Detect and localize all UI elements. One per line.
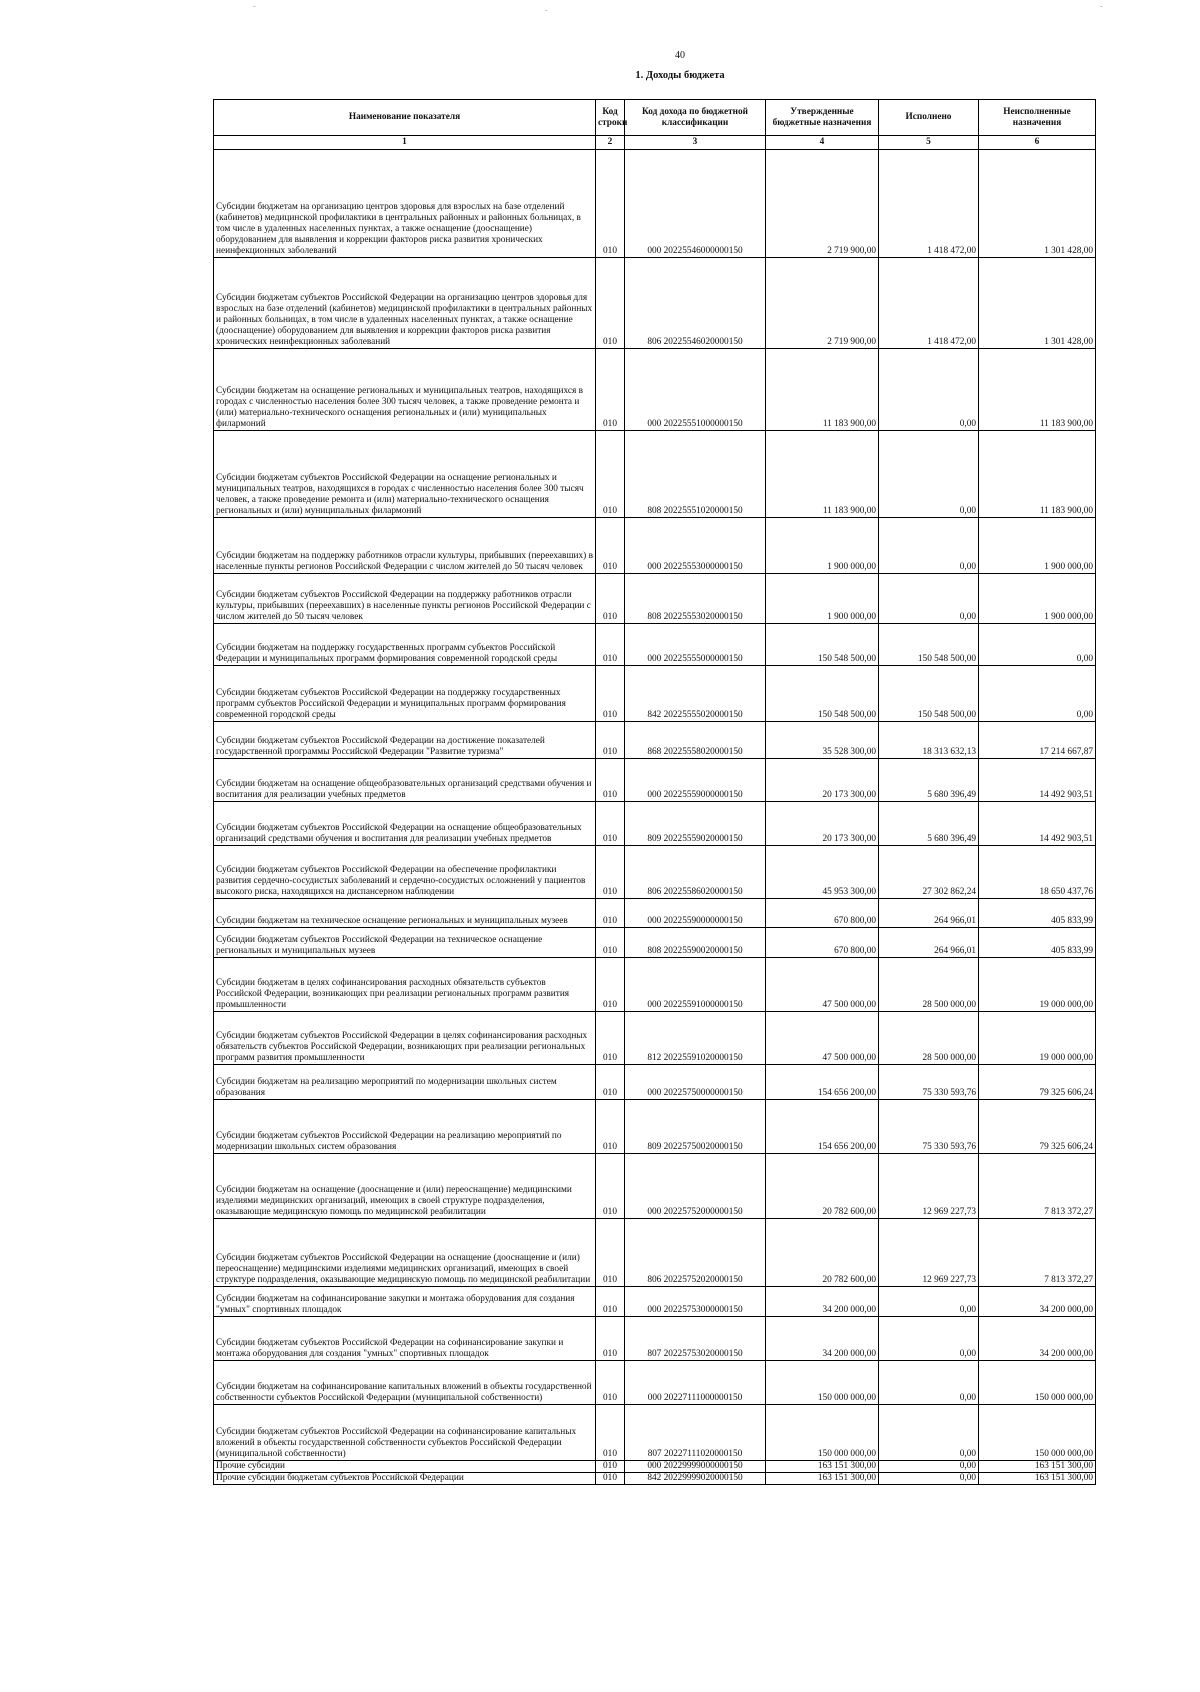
table-row [214, 1473, 1096, 1485]
scan-speck: ˉ [545, 8, 548, 17]
row-approved-cell: 1 900 000,00 [766, 518, 879, 574]
row-name-cell: Субсидии бюджетам на оснащение региональных и муниципальных театров, находящихся в городах с численностью населения более 300 тысяч человек, а также проведение ремонта и (или) материально-технического оснащения региональных и (или) муниципальных филармоний [214, 349, 596, 431]
table-row [214, 1405, 1096, 1461]
row-line-code-cell: 010 [596, 1317, 625, 1361]
row-name-cell: Субсидии бюджетам субъектов Российской Федерации в целях софинансирования расходных обязательств субъектов Российской Федерации, возникающих при реализации региональных программ развития промышленности [214, 1012, 596, 1065]
row-executed-cell: 150 548 500,00 [879, 666, 979, 722]
row-line-code-cell: 010 [596, 1473, 625, 1485]
row-approved-cell: 150 000 000,00 [766, 1405, 879, 1461]
table-row [214, 1065, 1096, 1100]
row-executed-cell: 5 680 396,49 [879, 802, 979, 846]
column-number: 3 [625, 136, 766, 150]
row-income-code-cell: 000 20227111000000150 [625, 1361, 766, 1405]
row-unexecuted-cell: 7 813 372,27 [979, 1219, 1096, 1287]
row-executed-cell: 12 969 227,73 [879, 1154, 979, 1219]
row-unexecuted-cell: 1 301 428,00 [979, 150, 1096, 258]
column-number: 4 [766, 136, 879, 150]
row-income-code-cell: 000 20225559000000150 [625, 759, 766, 802]
table-row [214, 624, 1096, 666]
row-income-code-cell: 807 20225753020000150 [625, 1317, 766, 1361]
row-name-cell: Прочие субсидии бюджетам субъектов Российской Федерации [214, 1473, 596, 1485]
row-name-cell: Субсидии бюджетам на организацию центров здоровья для взрослых на базе отделений (кабинетов) медицинской профилактики в центральных районных и районных больницах, в том числе в удаленных населенных пунктах, а также оснащение (дооснащение) оборудованием для выявления и коррекции факторов риска развития хронических неинфекционных заболеваний [214, 150, 596, 258]
row-income-code-cell: 806 20225752020000150 [625, 1219, 766, 1287]
row-line-code-cell: 010 [596, 802, 625, 846]
row-name-cell: Субсидии бюджетам субъектов Российской Федерации на техническое оснащение региональных и муниципальных музеев [214, 928, 596, 958]
column-number: 6 [979, 136, 1096, 150]
row-name-cell: Прочие субсидии [214, 1461, 596, 1473]
section-title: 1. Доходы бюджета [635, 70, 725, 81]
row-unexecuted-cell: 7 813 372,27 [979, 1154, 1096, 1219]
row-executed-cell: 264 966,01 [879, 928, 979, 958]
row-income-code-cell: 000 20229999000000150 [625, 1461, 766, 1473]
row-line-code-cell: 010 [596, 349, 625, 431]
row-line-code-cell: 010 [596, 666, 625, 722]
row-name-cell: Субсидии бюджетам на софинансирование капитальных вложений в объекты государственной собственности субъектов Российской Федерации (муниципальной собственности) [214, 1361, 596, 1405]
row-executed-cell: 5 680 396,49 [879, 759, 979, 802]
row-approved-cell: 150 000 000,00 [766, 1361, 879, 1405]
row-approved-cell: 20 782 600,00 [766, 1219, 879, 1287]
row-executed-cell: 0,00 [879, 1473, 979, 1485]
row-approved-cell: 670 800,00 [766, 928, 879, 958]
column-number: 5 [879, 136, 979, 150]
row-income-code-cell: 808 20225553020000150 [625, 574, 766, 624]
row-unexecuted-cell: 11 183 900,00 [979, 431, 1096, 518]
row-executed-cell: 28 500 000,00 [879, 1012, 979, 1065]
row-income-code-cell: 000 20225591000000150 [625, 958, 766, 1012]
row-line-code-cell: 010 [596, 1361, 625, 1405]
row-income-code-cell: 812 20225591020000150 [625, 1012, 766, 1065]
row-executed-cell: 0,00 [879, 431, 979, 518]
row-approved-cell: 34 200 000,00 [766, 1317, 879, 1361]
row-executed-cell: 0,00 [879, 1287, 979, 1317]
row-line-code-cell: 010 [596, 1154, 625, 1219]
table-row [214, 1287, 1096, 1317]
row-approved-cell: 150 548 500,00 [766, 666, 879, 722]
row-name-cell: Субсидии бюджетам на поддержку работников отрасли культуры, прибывших (переехавших) в населенные пункты регионов Российской Федерации с числом жителей до 50 тысяч человек [214, 518, 596, 574]
table-row [214, 349, 1096, 431]
row-income-code-cell: 809 20225559020000150 [625, 802, 766, 846]
row-executed-cell: 0,00 [879, 1361, 979, 1405]
row-approved-cell: 47 500 000,00 [766, 1012, 879, 1065]
row-income-code-cell: 809 20225750020000150 [625, 1100, 766, 1154]
header-name: Наименование показателя [214, 100, 596, 136]
table-row [214, 958, 1096, 1012]
row-approved-cell: 150 548 500,00 [766, 624, 879, 666]
row-line-code-cell: 010 [596, 624, 625, 666]
row-unexecuted-cell: 79 325 606,24 [979, 1100, 1096, 1154]
row-income-code-cell: 808 20225551020000150 [625, 431, 766, 518]
row-line-code-cell: 010 [596, 258, 625, 349]
row-unexecuted-cell: 1 900 000,00 [979, 574, 1096, 624]
row-executed-cell: 27 302 862,24 [879, 846, 979, 899]
header-row [214, 100, 1096, 136]
row-line-code-cell: 010 [596, 1065, 625, 1100]
row-income-code-cell: 000 20225590000000150 [625, 899, 766, 928]
row-unexecuted-cell: 150 000 000,00 [979, 1361, 1096, 1405]
header-line-code: Код строки [596, 100, 625, 136]
header-unexecuted: Неисполненные назначения [979, 100, 1096, 136]
row-line-code-cell: 010 [596, 1100, 625, 1154]
row-name-cell: Субсидии бюджетам на софинансирование закупки и монтажа оборудования для создания "умных" спортивных площадок [214, 1287, 596, 1317]
header-executed: Исполнено [879, 100, 979, 136]
row-approved-cell: 154 656 200,00 [766, 1065, 879, 1100]
row-name-cell: Субсидии бюджетам субъектов Российской Федерации на поддержку работников отрасли культуры, прибывших (переехавших) в населенные пункты регионов Российской Федерации с числом жителей до 50 тысяч человек [214, 574, 596, 624]
row-approved-cell: 2 719 900,00 [766, 258, 879, 349]
row-unexecuted-cell: 163 151 300,00 [979, 1461, 1096, 1473]
row-line-code-cell: 010 [596, 899, 625, 928]
row-unexecuted-cell: 79 325 606,24 [979, 1065, 1096, 1100]
scan-speck: ˉ [253, 4, 256, 13]
row-line-code-cell: 010 [596, 518, 625, 574]
row-unexecuted-cell: 17 214 667,87 [979, 722, 1096, 759]
table-row [214, 574, 1096, 624]
row-executed-cell: 0,00 [879, 1317, 979, 1361]
row-approved-cell: 34 200 000,00 [766, 1287, 879, 1317]
row-name-cell: Субсидии бюджетам субъектов Российской Федерации на поддержку государственных программ субъектов Российской Федерации и муниципальных программ формирования современной городской среды [214, 666, 596, 722]
table-row [214, 1012, 1096, 1065]
column-number-row [214, 136, 1096, 150]
row-name-cell: Субсидии бюджетам субъектов Российской Федерации на обеспечение профилактики развития сердечно-сосудистых заболеваний и сердечно-сосудистых осложнений у пациентов высокого риска, находящихся на диспансерном наблюдении [214, 846, 596, 899]
row-unexecuted-cell: 18 650 437,76 [979, 846, 1096, 899]
row-income-code-cell: 000 20225546000000150 [625, 150, 766, 258]
row-name-cell: Субсидии бюджетам на реализацию мероприятий по модернизации школьных систем образования [214, 1065, 596, 1100]
row-line-code-cell: 010 [596, 1287, 625, 1317]
row-income-code-cell: 807 20227111020000150 [625, 1405, 766, 1461]
header-approved: Утвержденные бюджетные назначения [766, 100, 879, 136]
page-number: 40 [675, 50, 685, 61]
row-line-code-cell: 010 [596, 1012, 625, 1065]
row-income-code-cell: 806 20225586020000150 [625, 846, 766, 899]
row-line-code-cell: 010 [596, 958, 625, 1012]
row-income-code-cell: 000 20225750000000150 [625, 1065, 766, 1100]
row-approved-cell: 163 151 300,00 [766, 1461, 879, 1473]
row-unexecuted-cell: 34 200 000,00 [979, 1317, 1096, 1361]
row-unexecuted-cell: 14 492 903,51 [979, 802, 1096, 846]
row-income-code-cell: 000 20225555000000150 [625, 624, 766, 666]
row-name-cell: Субсидии бюджетам субъектов Российской Федерации на оснащение (дооснащение и (или) переоснащение) медицинскими изделиями медицинских организаций, имеющих в своей структуре подразделения, оказывающие медицинскую помощь по медицинской реабилитации [214, 1219, 596, 1287]
row-executed-cell: 150 548 500,00 [879, 624, 979, 666]
row-approved-cell: 20 782 600,00 [766, 1154, 879, 1219]
table-row [214, 846, 1096, 899]
row-approved-cell: 35 528 300,00 [766, 722, 879, 759]
row-name-cell: Субсидии бюджетам на оснащение общеобразовательных организаций средствами обучения и воспитания для реализации учебных предметов [214, 759, 596, 802]
row-approved-cell: 45 953 300,00 [766, 846, 879, 899]
row-income-code-cell: 808 20225590020000150 [625, 928, 766, 958]
row-approved-cell: 1 900 000,00 [766, 574, 879, 624]
row-executed-cell: 75 330 593,76 [879, 1065, 979, 1100]
row-unexecuted-cell: 14 492 903,51 [979, 759, 1096, 802]
row-name-cell: Субсидии бюджетам субъектов Российской Федерации на оснащение общеобразовательных организаций средствами обучения и воспитания для реализации учебных предметов [214, 802, 596, 846]
row-income-code-cell: 842 20229999020000150 [625, 1473, 766, 1485]
row-approved-cell: 11 183 900,00 [766, 431, 879, 518]
row-executed-cell: 0,00 [879, 1461, 979, 1473]
row-executed-cell: 12 969 227,73 [879, 1219, 979, 1287]
row-executed-cell: 0,00 [879, 349, 979, 431]
row-name-cell: Субсидии бюджетам на поддержку государственных программ субъектов Российской Федерации и муниципальных программ формирования современной городской среды [214, 624, 596, 666]
table-row [214, 928, 1096, 958]
row-approved-cell: 163 151 300,00 [766, 1473, 879, 1485]
row-unexecuted-cell: 19 000 000,00 [979, 958, 1096, 1012]
table-body [214, 150, 1096, 1485]
row-line-code-cell: 010 [596, 1219, 625, 1287]
row-line-code-cell: 010 [596, 1405, 625, 1461]
row-unexecuted-cell: 34 200 000,00 [979, 1287, 1096, 1317]
table-row [214, 759, 1096, 802]
row-name-cell: Субсидии бюджетам на оснащение (дооснащение и (или) переоснащение) медицинскими изделиями медицинских организаций, имеющих в своей структуре подразделения, оказывающие медицинскую помощь по медицинской реабилитации [214, 1154, 596, 1219]
row-unexecuted-cell: 0,00 [979, 624, 1096, 666]
table-row [214, 899, 1096, 928]
row-unexecuted-cell: 0,00 [979, 666, 1096, 722]
row-approved-cell: 20 173 300,00 [766, 759, 879, 802]
row-unexecuted-cell: 163 151 300,00 [979, 1473, 1096, 1485]
table-row [214, 1361, 1096, 1405]
row-unexecuted-cell: 1 301 428,00 [979, 258, 1096, 349]
row-name-cell: Субсидии бюджетам субъектов Российской Федерации на достижение показателей государственной программы Российской Федерации "Развитие туризма" [214, 722, 596, 759]
row-unexecuted-cell: 11 183 900,00 [979, 349, 1096, 431]
row-name-cell: Субсидии бюджетам субъектов Российской Федерации на организацию центров здоровья для взрослых на базе отделений (кабинетов) медицинской профилактики в центральных районных и районных больницах, в том числе в удаленных населенных пунктах, а также оснащение (дооснащение) оборудованием для выявления и коррекции факторов риска развития хронических неинфекционных заболеваний [214, 258, 596, 349]
row-unexecuted-cell: 19 000 000,00 [979, 1012, 1096, 1065]
row-line-code-cell: 010 [596, 722, 625, 759]
row-income-code-cell: 842 20225555020000150 [625, 666, 766, 722]
row-unexecuted-cell: 405 833,99 [979, 899, 1096, 928]
table-row [214, 258, 1096, 349]
row-unexecuted-cell: 405 833,99 [979, 928, 1096, 958]
table-row [214, 431, 1096, 518]
row-name-cell: Субсидии бюджетам субъектов Российской Федерации на софинансирование капитальных вложений в объекты государственной собственности субъектов Российской Федерации (муниципальной собственности) [214, 1405, 596, 1461]
row-name-cell: Субсидии бюджетам субъектов Российской Федерации на оснащение региональных и муниципальных театров, находящихся в городах с численностью населения более 300 тысяч человек, а также проведение ремонта и (или) материально-технического оснащения региональных и (или) муниципальных филармоний [214, 431, 596, 518]
table-row [214, 518, 1096, 574]
row-approved-cell: 154 656 200,00 [766, 1100, 879, 1154]
row-line-code-cell: 010 [596, 928, 625, 958]
row-unexecuted-cell: 150 000 000,00 [979, 1405, 1096, 1461]
table-row [214, 802, 1096, 846]
row-executed-cell: 18 313 632,13 [879, 722, 979, 759]
row-executed-cell: 0,00 [879, 574, 979, 624]
row-executed-cell: 264 966,01 [879, 899, 979, 928]
row-line-code-cell: 010 [596, 846, 625, 899]
scan-speck: ˉ [1100, 4, 1103, 13]
table-row [214, 1461, 1096, 1473]
row-income-code-cell: 000 20225753000000150 [625, 1287, 766, 1317]
row-approved-cell: 20 173 300,00 [766, 802, 879, 846]
row-executed-cell: 1 418 472,00 [879, 150, 979, 258]
row-line-code-cell: 010 [596, 574, 625, 624]
row-name-cell: Субсидии бюджетам в целях софинансирования расходных обязательств субъектов Российской Федерации, возникающих при реализации региональных программ развития промышленности [214, 958, 596, 1012]
row-executed-cell: 28 500 000,00 [879, 958, 979, 1012]
row-income-code-cell: 868 20225558020000150 [625, 722, 766, 759]
row-executed-cell: 1 418 472,00 [879, 258, 979, 349]
table-row [214, 1154, 1096, 1219]
row-line-code-cell: 010 [596, 431, 625, 518]
table-row [214, 1317, 1096, 1361]
row-line-code-cell: 010 [596, 1461, 625, 1473]
row-executed-cell: 0,00 [879, 518, 979, 574]
table-row [214, 1100, 1096, 1154]
column-number: 2 [596, 136, 625, 150]
row-income-code-cell: 806 20225546020000150 [625, 258, 766, 349]
row-unexecuted-cell: 1 900 000,00 [979, 518, 1096, 574]
row-income-code-cell: 000 20225551000000150 [625, 349, 766, 431]
column-number: 1 [214, 136, 596, 150]
row-income-code-cell: 000 20225752000000150 [625, 1154, 766, 1219]
row-approved-cell: 2 719 900,00 [766, 150, 879, 258]
row-name-cell: Субсидии бюджетам на техническое оснащение региональных и муниципальных музеев [214, 899, 596, 928]
row-executed-cell: 0,00 [879, 1405, 979, 1461]
row-name-cell: Субсидии бюджетам субъектов Российской Федерации на реализацию мероприятий по модернизации школьных систем образования [214, 1100, 596, 1154]
row-line-code-cell: 010 [596, 150, 625, 258]
income-table [213, 99, 1096, 1485]
table-row [214, 150, 1096, 258]
header-income-code: Код дохода по бюджетной классификации [625, 100, 766, 136]
table-row [214, 1219, 1096, 1287]
row-income-code-cell: 000 20225553000000150 [625, 518, 766, 574]
row-executed-cell: 75 330 593,76 [879, 1100, 979, 1154]
row-line-code-cell: 010 [596, 759, 625, 802]
row-approved-cell: 670 800,00 [766, 899, 879, 928]
table-row [214, 666, 1096, 722]
table-row [214, 722, 1096, 759]
row-name-cell: Субсидии бюджетам субъектов Российской Федерации на софинансирование закупки и монтажа оборудования для создания "умных" спортивных площадок [214, 1317, 596, 1361]
row-approved-cell: 11 183 900,00 [766, 349, 879, 431]
row-approved-cell: 47 500 000,00 [766, 958, 879, 1012]
